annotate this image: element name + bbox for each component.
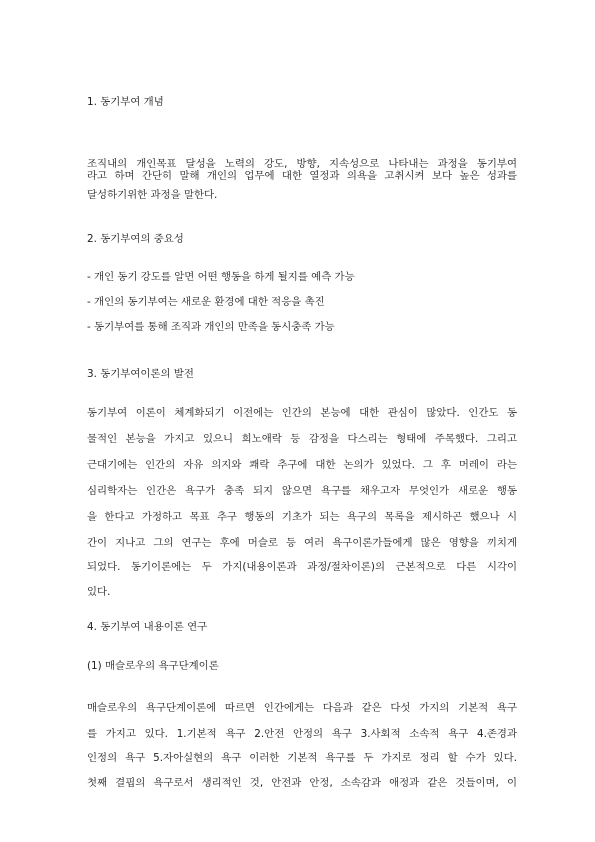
paragraph-line: 되었다. 동기이론에는 두 가지(내용이론과 과정/절차이론)의 근본적으로 다른 시각이 [87, 561, 517, 573]
paragraph-line: 근대기에는 인간의 자유 의지와 쾌락 추구에 대한 논의가 있었다. 그 후 머레이 라는 [87, 459, 517, 471]
paragraph-line: 있다. [87, 586, 111, 598]
paragraph-line: 동기부여 이론이 체계화되기 이전에는 인간의 본능에 대한 관심이 많았다. 인간도 동 [87, 407, 517, 419]
section-heading-theory-development: 3. 동기부여이론의 발전 [87, 368, 194, 380]
paragraph-line: 달성하기위한 과정을 말한다. [87, 189, 218, 201]
bullet-item: - 동기부여를 통해 조직과 개인의 만족을 동시충족 가능 [87, 321, 335, 333]
paragraph-line: 을 한다고 가정하고 목표 추구 행동의 기초가 되는 욕구의 목록을 제시하곤 했으나 시 [87, 511, 517, 523]
paragraph-line: 를 가지고 있다. 1.기본적 욕구 2.안전 안정의 욕구 3.사회적 소속적 욕구 4.존경과 [87, 728, 517, 740]
paragraph-line: 간이 지나고 그의 연구는 후에 머슬로 등 여러 욕구이론가들에게 많은 영향을 끼치게 [87, 537, 517, 549]
bullet-item: - 개인 동기 강도를 알면 어떤 행동을 하게 될지를 예측 가능 [87, 271, 355, 283]
paragraph-line: 조직내의 개인목표 달성을 노력의 강도, 방향, 지속성으로 나타내는 과정을 동기부여 [87, 158, 517, 170]
paragraph-line: 인정의 욕구 5.자아실현의 욕구 이러한 기본적 욕구를 두 가지로 정리 할 수가 있다. [87, 752, 517, 764]
paragraph-line: 첫째 결핍의 욕구로서 생리적인 것, 안전과 안정, 소속감과 애정과 같은 것들이며, 이 [87, 777, 517, 789]
paragraph-line: 심리학자는 인간은 욕구가 충족 되지 않으면 욕구를 채우고자 무엇인가 새로운 행동 [87, 485, 517, 497]
paragraph-line: 물적인 본능을 가지고 있으니 희노애락 등 감정을 다스리는 형태에 주목했다. 그리고 [87, 433, 517, 445]
subsection-heading-maslow: (1) 매슬로우의 욕구단계이론 [87, 660, 219, 672]
section-heading-importance: 2. 동기부여의 중요성 [87, 233, 184, 245]
section-heading-concept: 1. 동기부여 개념 [87, 96, 164, 108]
paragraph-line: 매슬로우의 욕구단계이론에 따르면 인간에게는 다음과 같은 다섯 가지의 기본적 욕구 [87, 702, 517, 714]
paragraph-line: 라고 하며 간단히 말해 개인의 업무에 대한 열정과 의욕을 고취시켜 보다 높은 성과를 [87, 170, 517, 182]
section-heading-content-theory: 4. 동기부여 내용이론 연구 [87, 621, 208, 633]
bullet-item: - 개인의 동기부여는 새로운 환경에 대한 적응을 촉진 [87, 296, 325, 308]
